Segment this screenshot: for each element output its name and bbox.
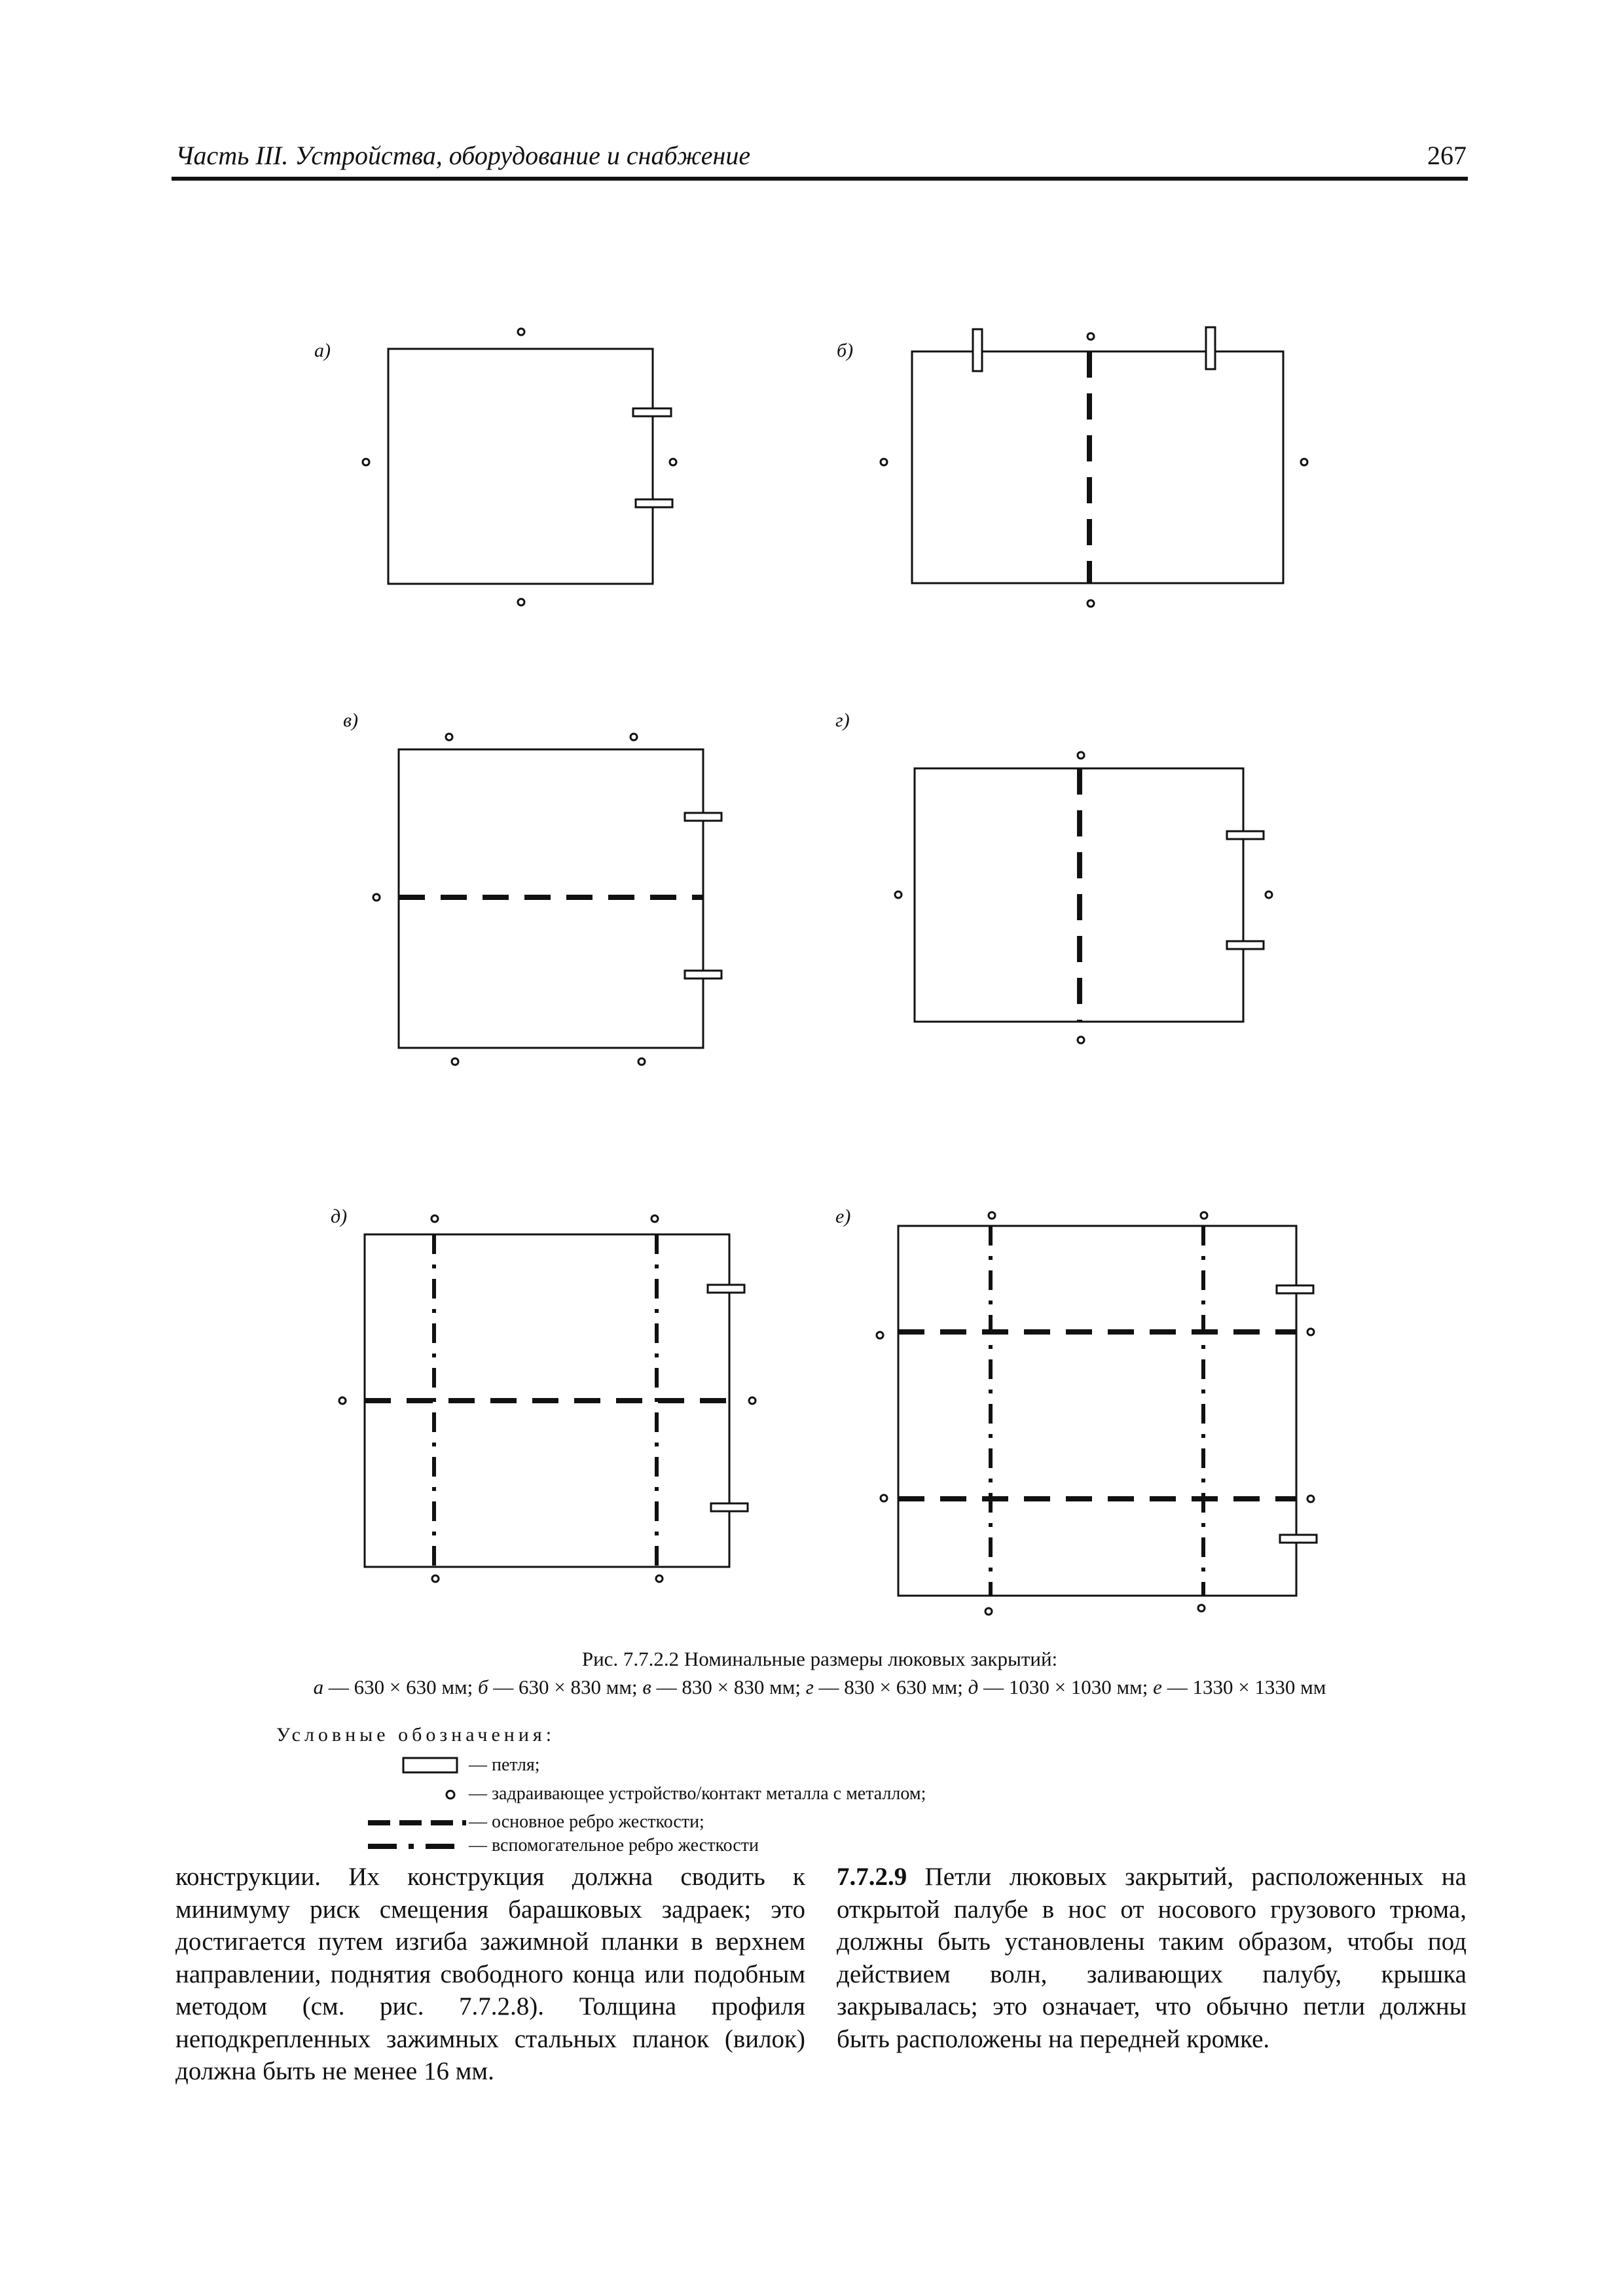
page-number: 267 [1427,141,1467,170]
legend-securing-device-symbol [447,1791,454,1799]
securing-device [895,891,902,898]
securing-device [432,1575,439,1582]
clause-text: Петли люковых закрытий, расположенных на открытой палубе в нос от носового грузового трюма, должны быть установлены таким образом, чтобы под действием волн, заливающих палубу, крышка закрывалась; это означает, что обычно петли должны быть расположены на передней кромке. [837,1863,1467,2053]
hinge [685,813,721,821]
securing-device [749,1397,756,1404]
securing-device [1307,1496,1314,1502]
size-letter: е [1153,1676,1162,1698]
securing-device [630,734,637,740]
hinge [1206,327,1215,369]
securing-device [651,1215,658,1222]
securing-device [1198,1605,1205,1611]
securing-device [1201,1212,1207,1219]
legend-item-hinge: — петля; [469,1755,540,1775]
size-letter: в [642,1676,651,1698]
hinge [1227,831,1264,839]
size-value: 1030 × 1030 мм [1008,1676,1142,1698]
securing-device [1087,600,1094,607]
panel-g [835,709,1272,1043]
panel-label-e: е) [835,1206,851,1227]
figure-caption-title: Рис. 7.7.2.2 Номинальные размеры люковых закрытий: [581,1647,1058,1670]
legend-item-securing-device: — задраивающее устройство/контакт металла с металлом; [469,1784,926,1804]
legend-item-secondary-stiffener: — вспомогательное ребро жесткости [469,1835,759,1856]
securing-device [1301,459,1307,465]
hinge [1280,1535,1317,1543]
cover-outline [898,1226,1296,1596]
securing-device [1078,752,1084,759]
securing-device [881,459,887,465]
size-letter: б [477,1676,488,1698]
securing-device [1078,1037,1084,1043]
securing-device [1087,333,1094,340]
securing-device [877,1332,883,1338]
hinge [708,1285,744,1293]
size-letter: г [805,1676,814,1698]
securing-device [518,599,524,605]
size-value: 830 × 630 мм [844,1676,958,1698]
securing-device [989,1212,995,1219]
hinge [1227,941,1264,949]
size-value: 1330 × 1330 мм [1192,1676,1326,1698]
legend-symbols [368,1758,466,1846]
securing-device [518,329,524,335]
hinge [973,329,982,371]
legend-item-primary-stiffener: — основное ребро жесткости; [469,1812,704,1832]
size-value: 830 × 830 мм [682,1676,795,1698]
panel-b [837,327,1307,607]
body-right-column [837,1861,1467,2055]
body-left-column [175,1861,805,2088]
panel-v [343,709,721,1065]
panel-label-d: д) [331,1206,348,1227]
hinge [633,408,671,416]
running-header-section: Часть III. Устройства, оборудование и снабжение [175,141,751,170]
size-value: 630 × 630 мм [354,1676,467,1698]
clause-number: 7.7.2.9 [837,1863,907,1891]
securing-device [452,1058,458,1065]
panel-a [314,329,676,605]
securing-device [1307,1329,1314,1335]
securing-device [363,459,369,465]
right-paragraph [837,1861,1467,2055]
securing-device [670,459,676,465]
securing-device [446,734,452,740]
securing-device [656,1575,663,1582]
panel-label-b: б) [837,340,854,361]
hinge [1277,1285,1313,1293]
size-letter: а [313,1676,324,1698]
hinge [636,499,672,507]
hinge [685,971,721,978]
securing-device [431,1215,438,1222]
securing-device [373,894,380,901]
legend-hinge-symbol [403,1758,457,1772]
panel-d [331,1206,756,1582]
panel-e [835,1206,1317,1615]
size-value: 630 × 830 мм [519,1676,632,1698]
securing-device [985,1608,992,1615]
panel-label-v: в) [343,709,359,731]
securing-device [1266,891,1272,898]
hinge [711,1503,748,1511]
left-paragraph: конструкции. Их конструкция должна сводить к минимуму риск смещения барашковых задраек; это достигается путем изгиба зажимной планки в верхнем направлении, поднятия свободного конца или подобным методом (см. рис. 7.7.2.8). Толщина профиля неподкрепленных зажимных стальных планок (вилок) должна быть не менее 16 мм. [175,1863,805,2085]
figure-caption-sizes: а — 630 × 630 мм; б — 630 × 830 мм; в — 830 × 830 мм; г — 830 × 630 мм; д — 1030 × 1030 мм; е — 1330 × 1330 мм [313,1676,1326,1698]
cover-outline [388,349,653,584]
securing-device [881,1495,887,1501]
size-letter: д [968,1676,979,1698]
panel-label-g: г) [835,709,850,731]
securing-device [638,1058,645,1065]
cover-outline [912,351,1283,583]
legend-title: Условные обозначения: [276,1724,556,1746]
securing-device [339,1397,346,1404]
panel-label-a: а) [314,340,331,361]
